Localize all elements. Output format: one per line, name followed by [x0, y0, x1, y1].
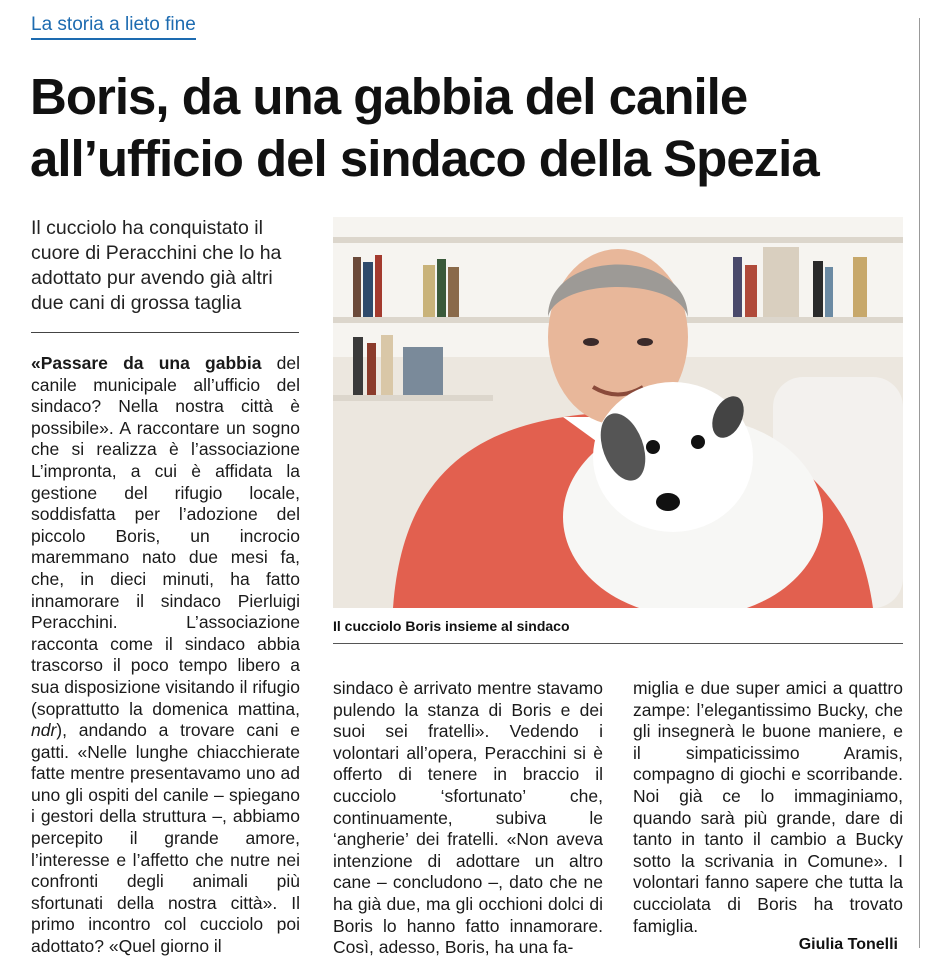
headline — [30, 66, 920, 190]
headline-line-1: Boris, da una gabbia del canile — [30, 68, 748, 125]
article-summary: Il cucciolo ha conquistato il cuore di Peracchini che lo ha adottato pur avendo già altri due cani di grossa taglia — [31, 217, 282, 314]
article-photo[interactable] — [333, 217, 903, 608]
photo-illustration — [333, 217, 903, 608]
article-column-3: miglia e due super amici a quattro zampe: l’elegantissimo Bucky, che gli insegnerà le buone maniere, e il simpaticissimo Aramis, compagno di giochi e scorribande. Noi già ce lo immaginiamo, quando sarà più grande, dare di tanto in tanto il cambio a Bucky sotto la scrivania in Comune». I volontari fanno sapere che tutta la cucciolata di Boris ha trovato famiglia. — [633, 678, 903, 936]
article-lead: «Passare da una gabbia — [31, 353, 262, 373]
page-edge-rule — [919, 18, 920, 948]
article-column-1 — [31, 353, 300, 958]
photo-caption: Il cucciolo Boris insieme al sindaco — [333, 618, 570, 634]
summary-divider — [31, 332, 299, 333]
article-col1-text: del canile municipale all’ufficio del sindaco? Nella nostra città è possibile». A raccontare un sogno che si realizza è l’associazione L’impronta, a cui è affidata la gestione del rifugio locale, soddisfatta per l’adozione del piccolo Boris, un incrocio maremmano nato due mesi fa, che, in dieci minuti, ha fatto innamorare il sindaco Pierluigi Peracchini. L’associazione racconta come il sindaco abbia trascorso il poco tempo libero a sua disposizione visitando il rifugio (soprattutto la domenica mattina, — [31, 353, 300, 719]
caption-divider — [333, 643, 903, 644]
article-column-2: sindaco è arrivato mentre stavamo pulendo la stanza di Boris e dei suoi sei fratelli». Vedendo i volontari all’opera, Peracchini si è offerto di tenere in braccio il cucciolo ‘sfortunato’ che, continuamente, subiva le ‘angherie’ dei fratelli. «Non aveva intenzione di adottare un altro cane – concludono –, dato che ne ha già due, ma gli occhioni dolci di Boris lo hanno fatto innamorare. Così, adesso, Boris, ha una fa- — [333, 678, 603, 958]
section-kicker[interactable]: La storia a lieto fine — [31, 14, 196, 40]
headline-line-2: all’ufficio del sindaco della Spezia — [30, 130, 819, 187]
article-ndr: ndr — [31, 720, 57, 741]
article-col1-text-end: ), andando a trovare cani e gatti. «Nelle lunghe chiacchierate fatte mentre presentavamo uno ad uno gli ospiti del canile – spiegano i gestori della struttura –, abbiamo percepito il grande amore, l’interesse e l’affetto che nutre nei confronti degli animali più sfortunati della nostra città». Il primo incontro col cucciolo poi adottato? «Quel giorno il — [31, 720, 300, 957]
author-signature: Giulia Tonelli — [798, 936, 898, 953]
